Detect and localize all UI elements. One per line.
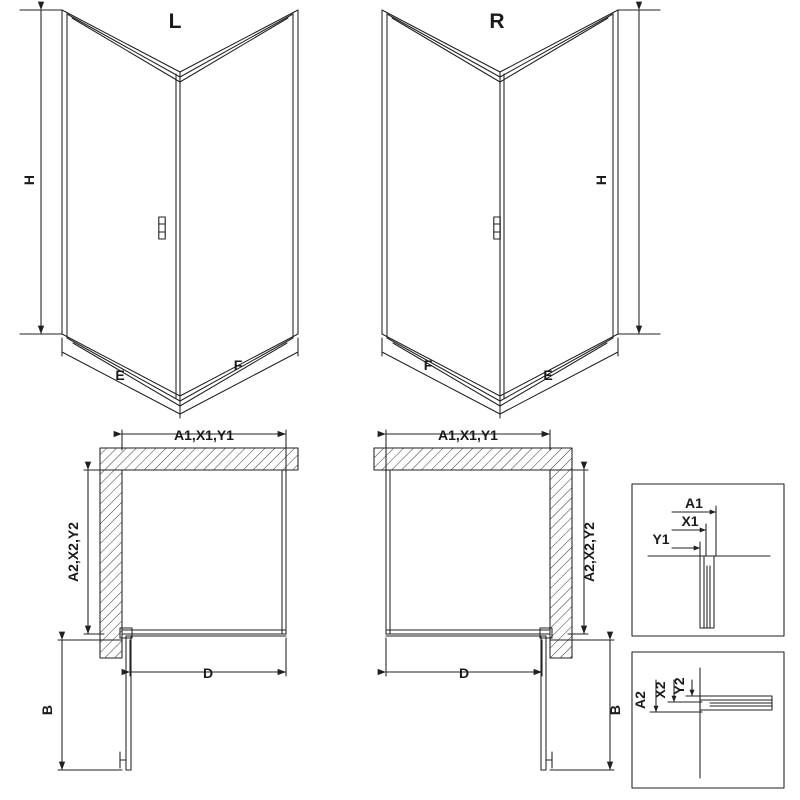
perspective-view-left — [20, 10, 298, 418]
label-base-left-l: E — [115, 367, 125, 383]
plan-left-side-dim-label: A2,X2,Y2 — [65, 522, 81, 582]
view-label-right: R — [489, 10, 505, 33]
detail-top-label-x1: X1 — [681, 513, 699, 529]
plan-view-right — [374, 430, 614, 770]
plan-right-door-dim-label: D — [458, 665, 470, 681]
view-label-left: L — [168, 10, 182, 33]
detail-top-label-y1: Y1 — [652, 531, 670, 547]
plan-left-door-dim-label: D — [202, 665, 214, 681]
plan-left-top-dim-label: A1,X1,Y1 — [174, 427, 234, 443]
plan-right-swing-dim-label: B — [607, 704, 623, 716]
detail-bottom-label-y2: Y2 — [671, 677, 687, 695]
plan-right-side-dim-label: A2,X2,Y2 — [581, 522, 597, 582]
plan-view-left — [58, 430, 298, 770]
label-height-right: H — [593, 174, 609, 186]
label-base-left-r: F — [423, 357, 433, 373]
detail-callout-bottom — [632, 652, 784, 788]
plan-left-swing-dim-label: B — [39, 704, 55, 716]
plan-right-top-dim-label: A1,X1,Y1 — [438, 427, 498, 443]
label-base-right-l: F — [233, 357, 243, 373]
detail-top-label-a1: A1 — [685, 495, 703, 511]
label-height-left: H — [21, 174, 37, 186]
detail-bottom-label-x2: X2 — [652, 681, 668, 699]
label-base-right-r: E — [543, 367, 553, 383]
detail-callout-top — [632, 484, 784, 636]
detail-bottom-label-a2: A2 — [632, 691, 648, 709]
